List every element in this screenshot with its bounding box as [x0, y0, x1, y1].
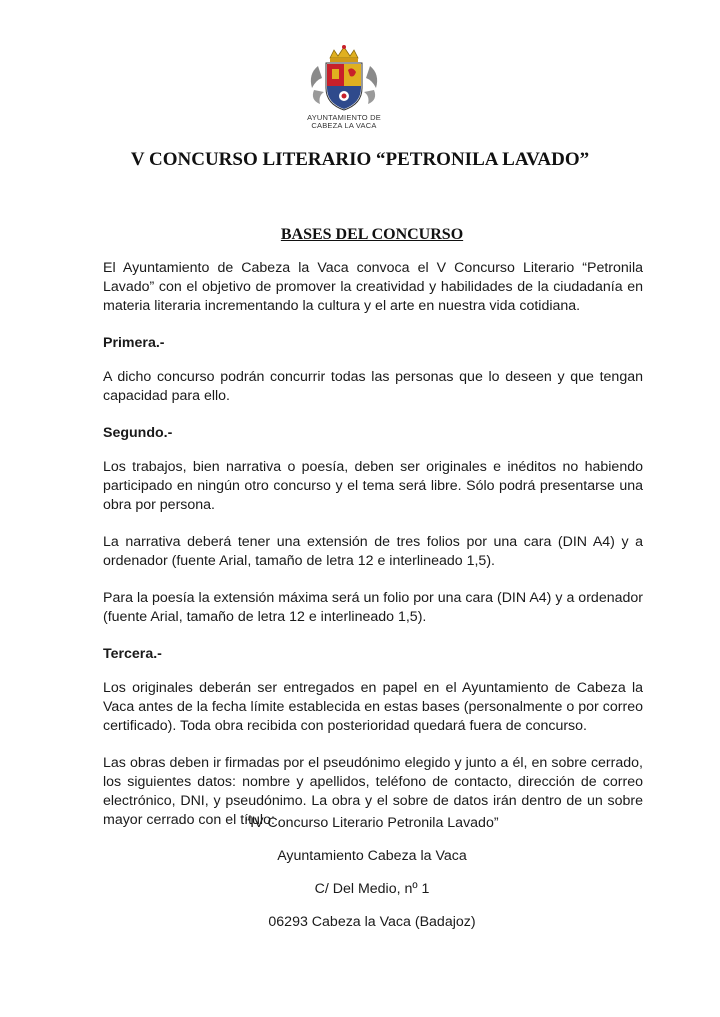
segundo-paragraph-1: Los trabajos, bien narrativa o poesía, deben ser originales e inéditos no habiendo participado en ningún otro concurso y el tema será libre. Sólo podrá presentarse una obra por persona. [103, 459, 643, 513]
primera-text: A dicho concurso podrán concurrir todas las personas que lo deseen y que tengan capacidad para ello. [103, 369, 643, 404]
address-line-3: C/ Del Medio, nº 1 [314, 881, 430, 897]
segundo-label: Segundo.- [103, 425, 173, 441]
org-name-line1: AYUNTAMIENTO DE [307, 113, 381, 122]
primera-label: Primera.- [103, 335, 165, 351]
coat-of-arms-icon [304, 44, 384, 114]
org-name-line2: CABEZA LA VACA [311, 121, 377, 130]
address-line-2: Ayuntamiento Cabeza la Vaca [277, 848, 467, 864]
tercera-paragraph-1: Los originales deberán ser entregados en papel en el Ayuntamiento de Cabeza la Vaca antes de la fecha límite establecida en estas bases (personalmente o por correo certificado). Toda obra recibida con posterioridad quedará fuera de concurso. [103, 680, 643, 734]
intro-paragraph: El Ayuntamiento de Cabeza la Vaca convoca el V Concurso Literario “Petronila Lavado” con el objetivo de promover la creatividad y habilidades de la ciudadanía en materia literaria incrementando la cultura y el arte en nuestra vida cotidiana. [103, 260, 643, 314]
document-body [103, 259, 643, 848]
section-title: BASES DEL CONCURSO [280, 226, 464, 243]
address-line-1: “IV Concurso Literario Petronila Lavado” [245, 815, 499, 831]
tercera-label: Tercera.- [103, 646, 162, 662]
tercera-paragraph-2: Las obras deben ir firmadas por el pseudónimo elegido y junto a él, en sobre cerrado, los siguientes datos: nombre y apellidos, teléfono de contacto, dirección de correo electrónico, DNI, y pseudónimo. La obra y el sobre de datos irán dentro de un sobre mayor cerrado con el título: [103, 755, 643, 828]
segundo-paragraph-3: Para la poesía la extensión máxima será un folio por una cara (DIN A4) y a ordenador (fuente Arial, tamaño de letra 12 e interlineado 1,5). [103, 590, 643, 625]
address-line-4: 06293 Cabeza la Vaca (Badajoz) [268, 914, 476, 930]
page-title: V CONCURSO LITERARIO “PETRONILA LAVADO” [130, 149, 590, 170]
segundo-paragraph-2: La narrativa deberá tener una extensión de tres folios por una cara (DIN A4) y a ordenador (fuente Arial, tamaño de letra 12 e interlineado 1,5). [103, 534, 643, 569]
